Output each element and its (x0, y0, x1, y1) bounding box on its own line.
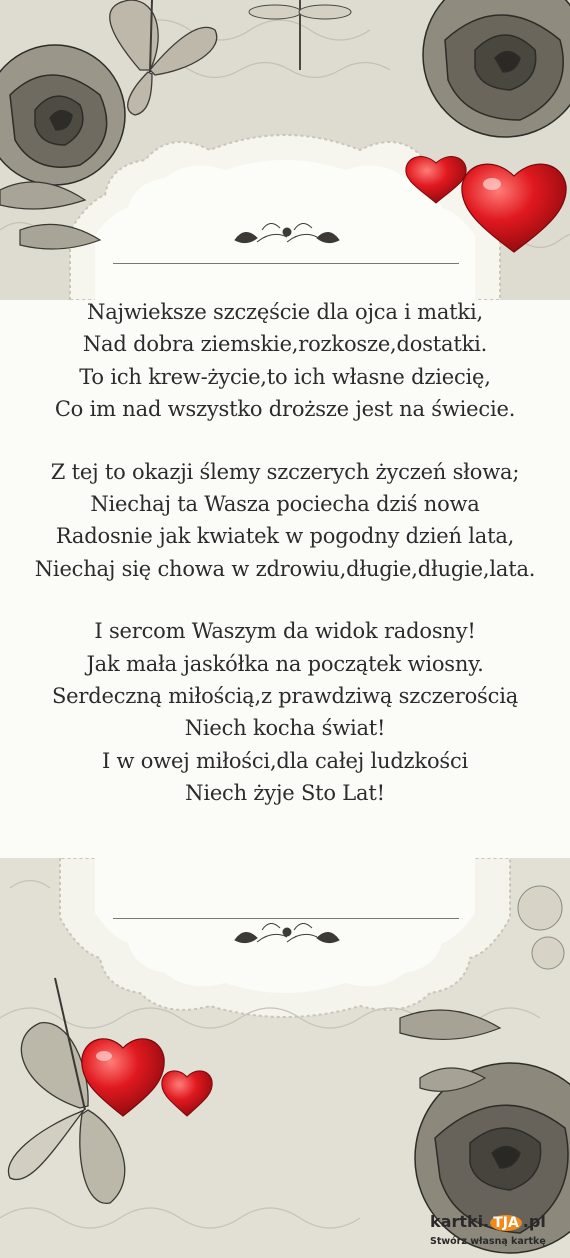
logo-prefix: kartki. (430, 1212, 490, 1231)
poem-line: To ich krew-życie,to ich własne dziecię, (79, 364, 491, 389)
poem-line: Z tej to okazji ślemy szczerych życzeń słowa; (50, 459, 520, 484)
stanza-2 (0, 456, 570, 586)
logo-suffix: .pl (522, 1212, 546, 1231)
stanza-3 (0, 615, 570, 809)
poem-line: Niech kocha świat! (184, 716, 386, 741)
top-floral-artwork (0, 0, 570, 300)
poem (0, 296, 570, 840)
poem-line: Najwieksze szczęście dla ojca i matki, (87, 300, 483, 324)
poem-line: I sercom Waszym da widok radosny! (94, 619, 476, 644)
poem-line: Nad dobra ziemskie,rozkosze,dostatki. (82, 332, 488, 357)
logo-wordmark (430, 1212, 546, 1231)
poem-line: Co im nad wszystko droższe jest na świecie. (54, 397, 516, 422)
site-logo[interactable] (430, 1212, 562, 1254)
stanza-1 (0, 296, 570, 426)
top-divider (113, 263, 459, 264)
poem-line: Niechaj ta Wasza pociecha dziś nowa (90, 492, 480, 517)
bottom-divider (113, 918, 459, 919)
poem-line: Niech żyje Sto Lat! (185, 781, 385, 806)
poem-line: Niechaj się chowa w zdrowiu,długie,długie,lata. (34, 556, 536, 581)
poem-line: Radosnie jak kwiatek w pogodny dzień lata, (55, 524, 515, 549)
logo-tagline: Stwórz własną kartkę (430, 1236, 546, 1247)
logo-badge: TJA (490, 1215, 522, 1231)
poem-line: Serdeczną miłością,z prawdziwą szczerością (51, 684, 519, 709)
poem-line: Jak mała jaskółka na początek wiosny. (86, 651, 484, 676)
poem-line: I w owej miłości,dla całej ludzkości (101, 748, 469, 773)
